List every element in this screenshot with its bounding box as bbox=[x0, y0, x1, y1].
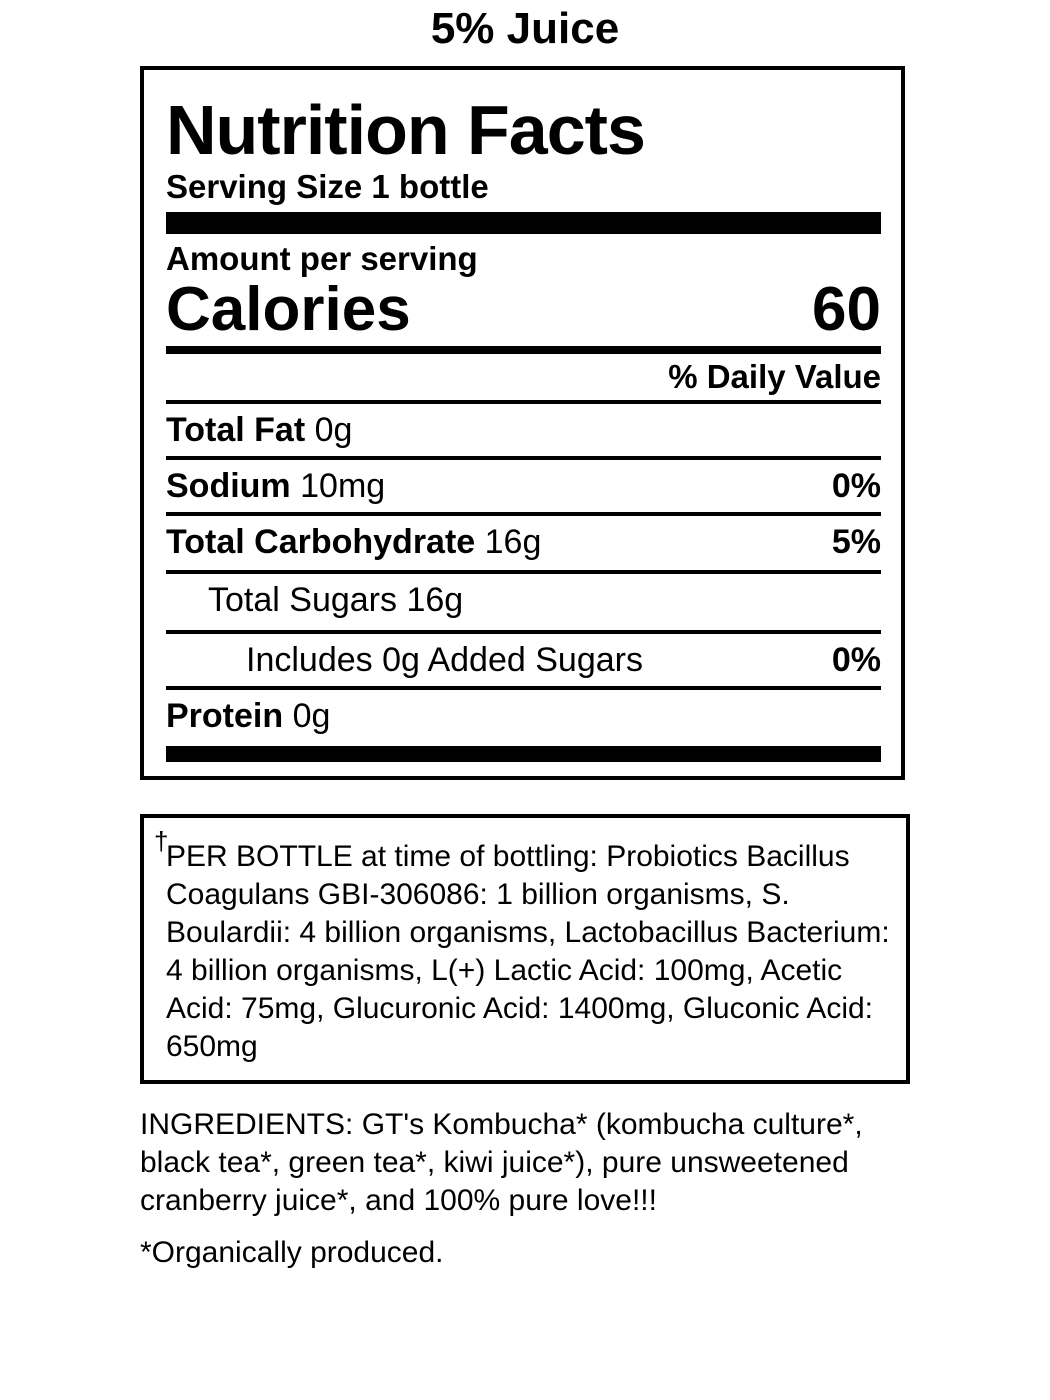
probiotics-panel bbox=[140, 814, 910, 1084]
daily-value-header: % Daily Value bbox=[668, 358, 881, 395]
bottom-divider bbox=[166, 746, 881, 762]
nutrient-daily-value: 5% bbox=[831, 523, 881, 561]
probiotics-label: PER BOTTLE at time of bottling: bbox=[166, 840, 598, 873]
medium-divider bbox=[166, 346, 881, 354]
calories-label: Calories bbox=[166, 275, 411, 344]
nutrient-amount: Includes 0g Added Sugars bbox=[246, 641, 643, 679]
nutrient-name: Sodium bbox=[166, 467, 291, 505]
nutrient-amount: 0g bbox=[292, 697, 331, 735]
ingredients-label: INGREDIENTS: bbox=[140, 1108, 354, 1141]
product-title: 5% Juice bbox=[430, 4, 620, 53]
probiotics-details: Probiotics Bacillus Coagulans GBI-306086: 1 billion organisms, S. Boulardii: 4 billion organisms, Lactobacillus Bacterium: 4 billion organisms, L(+) Lactic Acid: 100mg, Acetic Acid: 75mg, Glucuronic Acid: 1400mg, Gluconic Acid: 650mg bbox=[166, 840, 890, 1063]
ingredients-text bbox=[140, 1106, 920, 1220]
ingredients-list: GT's Kombucha* (kombucha culture*, black tea*, green tea*, kiwi juice*), pure unsweetened cranberry juice*, and 100% pure love!!! bbox=[140, 1108, 863, 1217]
nutrition-facts-panel bbox=[140, 66, 905, 780]
nutrient-amount: 10mg bbox=[300, 467, 386, 505]
nutrient-row-sodium bbox=[166, 456, 881, 512]
nutrient-row-total-carbohydrate bbox=[166, 512, 881, 568]
nutrient-row-total-fat bbox=[166, 400, 881, 456]
calories-value: 60 bbox=[812, 275, 881, 344]
nutrient-amount: Total Sugars 16g bbox=[208, 581, 464, 619]
nutrition-facts-title: Nutrition Facts bbox=[166, 91, 645, 169]
nutrient-daily-value: 0% bbox=[831, 641, 881, 679]
calories-row bbox=[166, 276, 881, 344]
nutrient-name: Protein bbox=[166, 697, 284, 735]
organic-footnote: *Organically produced. bbox=[140, 1236, 444, 1269]
nutrient-row-total-sugars bbox=[166, 570, 881, 626]
thick-divider bbox=[166, 212, 881, 234]
probiotics-text bbox=[166, 838, 896, 1066]
nutrient-row-protein bbox=[166, 686, 881, 742]
dagger-mark: † bbox=[154, 826, 169, 856]
nutrient-amount: 0g bbox=[314, 411, 353, 449]
serving-size: Serving Size 1 bottle bbox=[166, 168, 489, 205]
nutrient-row-added-sugars bbox=[166, 630, 881, 686]
nutrient-name: Total Carbohydrate bbox=[166, 523, 476, 561]
amount-per-serving: Amount per serving bbox=[166, 240, 478, 277]
nutrient-amount: 16g bbox=[484, 523, 542, 561]
nutrient-daily-value: 0% bbox=[831, 467, 881, 505]
nutrient-name: Total Fat bbox=[166, 411, 306, 449]
